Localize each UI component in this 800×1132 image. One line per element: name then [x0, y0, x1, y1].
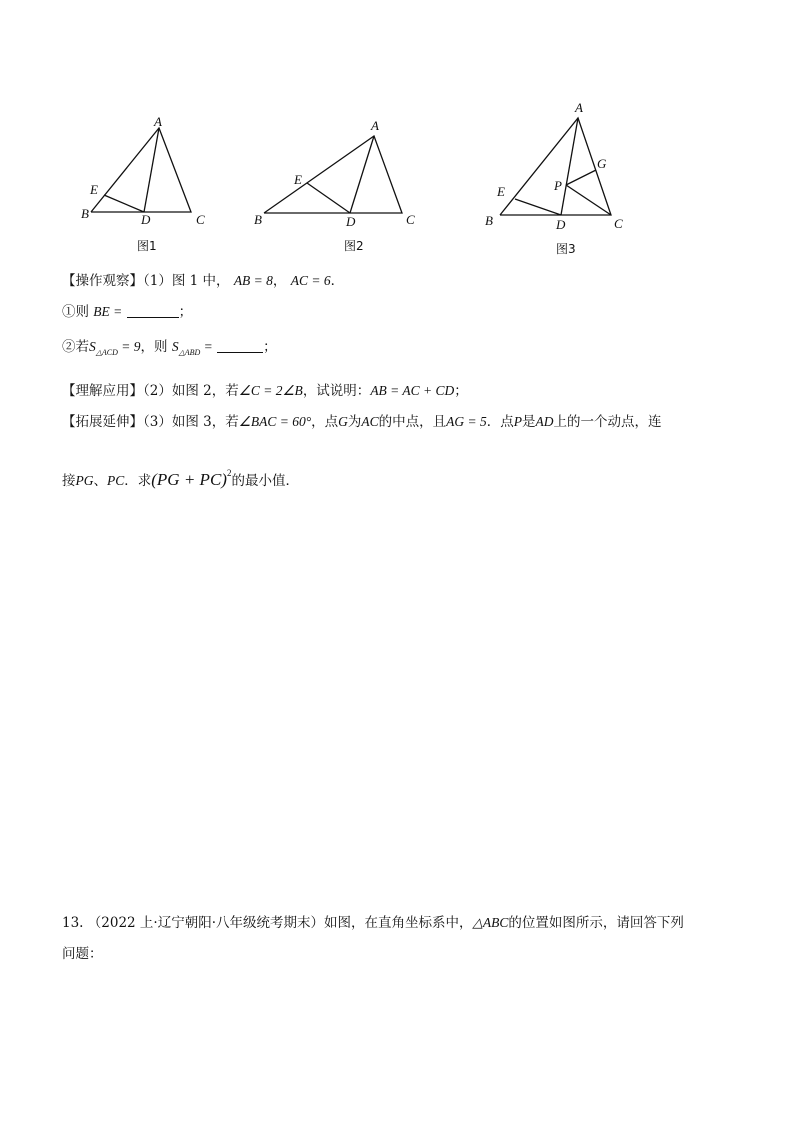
q2-suffix: ； — [263, 339, 277, 355]
part2-conclusion: AB = AC + CD — [370, 383, 455, 398]
part3-line2c: 的最小值． — [231, 473, 299, 489]
problem-13-triangle: △ABC — [472, 915, 509, 930]
fig3-label-c: C — [614, 216, 623, 231]
fig1-label-a: A — [154, 114, 162, 129]
part3-text1: （3）如图 3，若 — [143, 414, 239, 430]
q1-prefix: ①则 — [62, 304, 94, 320]
part3-text6: 是 — [521, 414, 536, 430]
figure-3 — [480, 98, 640, 258]
figure-1 — [80, 112, 220, 257]
part3-comma: 、 — [93, 473, 107, 489]
part2-end: ； — [454, 383, 468, 399]
part3-ag: AG = 5 — [446, 414, 487, 429]
q2-prefix: ②若 — [62, 339, 89, 355]
figure-2-diagram — [250, 112, 430, 257]
part3-pc: PC — [107, 473, 125, 488]
part1-intro: （1）图 1 中， — [143, 273, 230, 289]
part3-expression: (PG + PC) — [151, 470, 227, 489]
q1-expr: BE = — [93, 304, 123, 319]
part3-text4: 的中点，且 — [378, 414, 447, 430]
part2-text1: （2）如图 2，若 — [143, 383, 239, 399]
part2-tag: 【理解应用】 — [62, 383, 143, 399]
part2-condition: ∠C = 2∠B — [238, 383, 303, 398]
problem-13-source: （2022 上·辽宁朝阳·八年级统考期末） — [87, 915, 325, 931]
q2-mid: ，则 — [140, 339, 168, 355]
q2-s1-sub: △ACD — [95, 348, 118, 357]
fig1-caption: 图1 — [137, 239, 157, 253]
part2-text2: ，试说明： — [302, 383, 371, 399]
fig1-label-e: E — [90, 182, 98, 197]
problem-13-number: 13. — [62, 915, 84, 931]
fig2-label-b: B — [254, 212, 262, 227]
part1-ac: AC = 6 — [290, 273, 331, 288]
fig1-label-d: D — [141, 212, 151, 227]
q1-suffix: ； — [178, 304, 193, 320]
figure-2 — [250, 112, 430, 257]
part1-ab: AB = 8 — [233, 273, 273, 288]
q2-eq2: = — [200, 339, 213, 354]
q2-s2: S — [171, 339, 179, 354]
question-2-line — [62, 337, 277, 363]
q1-answer-blank[interactable] — [127, 305, 179, 318]
problem-13-line-1 — [62, 913, 684, 933]
fig2-label-a: A — [371, 118, 379, 133]
q2-answer-blank[interactable] — [217, 340, 263, 353]
question-1-line — [62, 302, 192, 322]
problem-13-text3: 问题： — [62, 946, 103, 962]
fig3-label-g: G — [597, 156, 607, 171]
part1-tag: 【操作观察】 — [62, 273, 143, 289]
part2-line — [62, 381, 468, 401]
part1-line — [62, 271, 344, 291]
figure-3-diagram — [480, 98, 640, 258]
part3-line-1 — [62, 412, 661, 432]
problem-13-text1: 如图，在直角坐标系中， — [324, 915, 473, 931]
fig3-label-a: A — [575, 100, 583, 115]
fig3-label-e: E — [497, 184, 505, 199]
part3-g: G — [338, 414, 348, 429]
part3-text3: 为 — [347, 414, 362, 430]
fig1-label-b: B — [81, 206, 89, 221]
part3-pg: PG — [75, 473, 94, 488]
problem-13-line-2 — [62, 944, 103, 964]
part3-power: 2 — [226, 468, 232, 478]
fig2-label-c: C — [406, 212, 415, 227]
fig3-caption: 图3 — [556, 242, 576, 256]
part3-text7: 上的一个动点，连 — [553, 414, 662, 430]
part3-tag: 【拓展延伸】 — [62, 414, 143, 430]
part3-text2: ，点 — [311, 414, 339, 430]
q2-s2-sub: △ABD — [178, 348, 201, 357]
part3-ac: AC — [361, 414, 379, 429]
fig1-label-c: C — [196, 212, 205, 227]
part3-line2a: 接 — [62, 473, 76, 489]
figure-1-diagram — [80, 112, 220, 257]
part3-angle: ∠BAC = 60° — [238, 414, 312, 429]
part3-text5: ．点 — [486, 414, 514, 430]
part1-sep: ， — [272, 273, 287, 289]
fig3-label-d: D — [556, 217, 566, 232]
fig2-caption: 图2 — [344, 239, 364, 253]
fig3-label-p: P — [554, 178, 562, 193]
part1-end: ． — [330, 273, 345, 289]
part3-p: P — [513, 414, 522, 429]
part3-line2b: ．求 — [124, 473, 152, 489]
part3-ad: AD — [535, 414, 554, 429]
q2-eq1: = 9 — [117, 339, 141, 354]
part3-line-2 — [62, 463, 299, 491]
fig2-label-e: E — [294, 172, 302, 187]
problem-13-text2: 的位置如图所示，请回答下列 — [508, 915, 684, 931]
q2-s1: S — [89, 339, 96, 354]
fig3-label-b: B — [485, 213, 493, 228]
fig2-label-d: D — [346, 214, 356, 229]
